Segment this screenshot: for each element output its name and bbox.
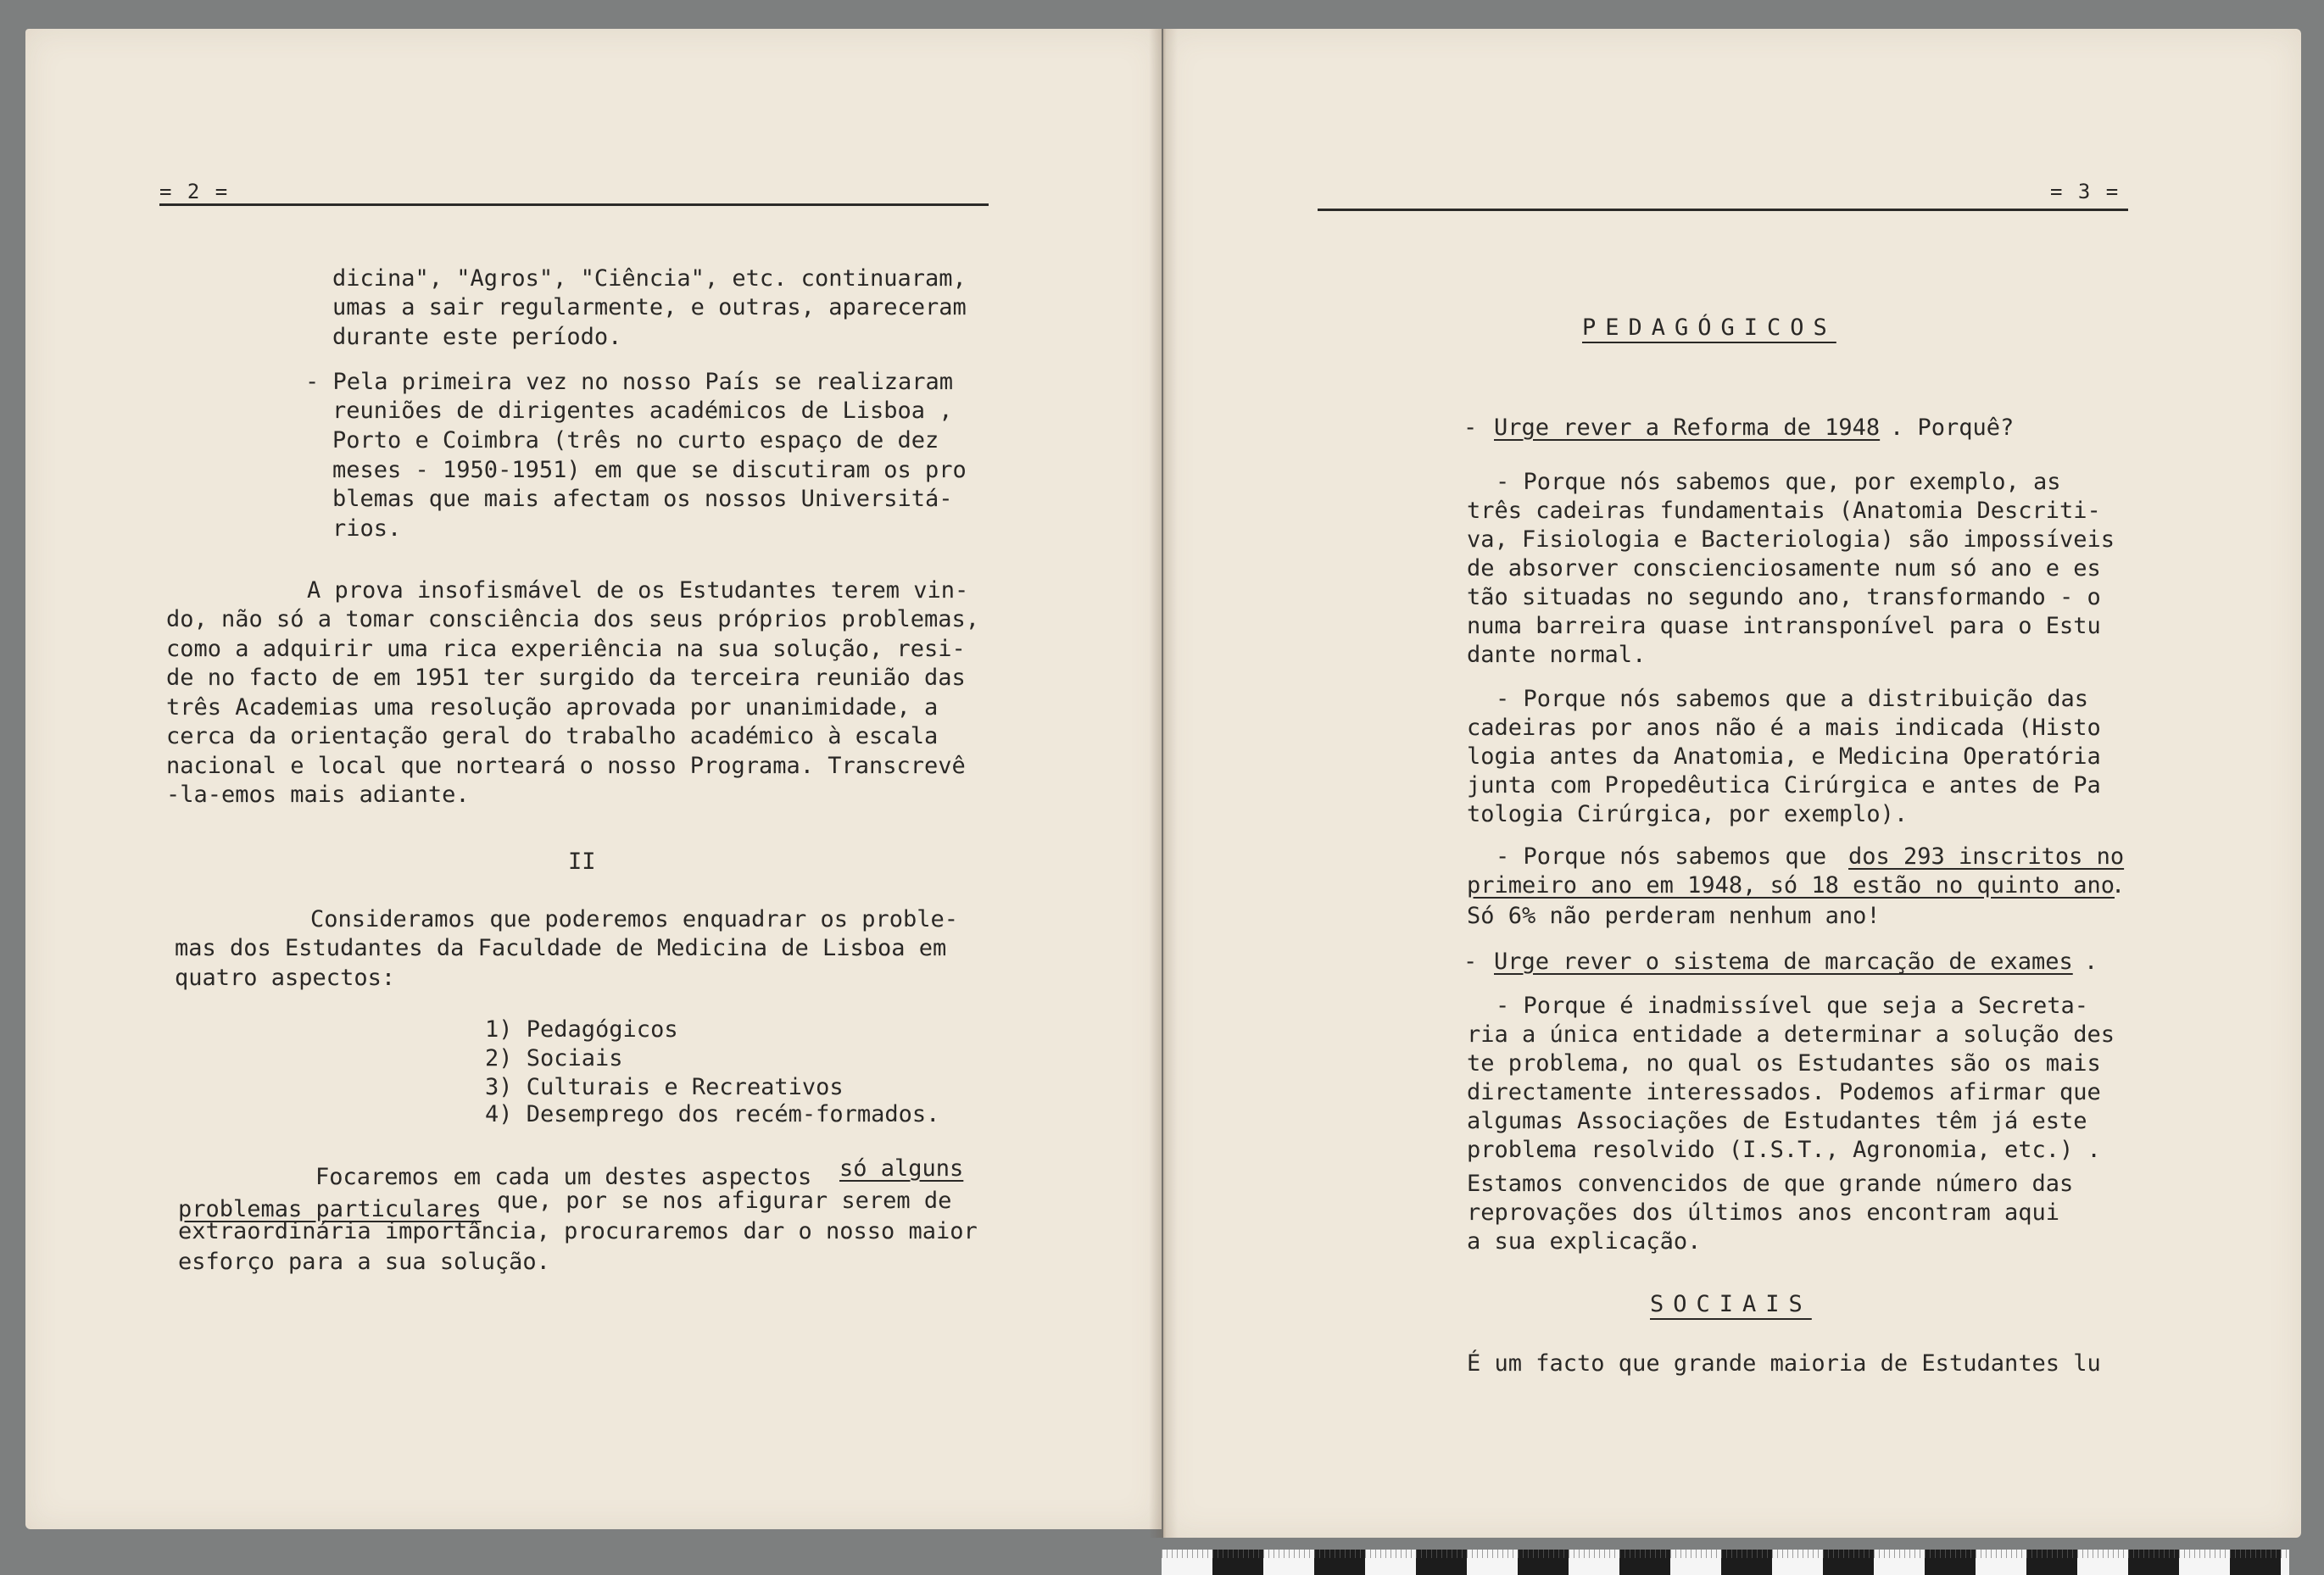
text-line: - [1463,415,1478,441]
text-line: - Porque nós sabemos que [1496,843,1827,870]
page-number-right: = 3 = [2050,180,2121,203]
text-line: va, Fisiologia e Bacteriologia) são impossíveis [1467,526,2115,553]
text-line: - Porque é inadmissível que seja a Secreta- [1496,993,2088,1019]
text-line: a sua explicação. [1467,1228,1702,1255]
text-line: de no facto de em 1951 ter surgido da terceira reunião das [166,665,966,691]
text-line: de absorver conscienciosamente num só ano e es [1467,555,2101,582]
text-line: . [2111,872,2126,899]
text-line: problema resolvido (I.S.T., Agronomia, etc.) . [1467,1137,2101,1163]
text-line: algumas Associações de Estudantes têm já este [1467,1108,2087,1134]
scale-ruler-ticks [1162,1550,2289,1558]
book-gutter [1149,29,1178,1538]
text-line: - Porque nós sabemos que, por exemplo, as [1496,469,2061,495]
text-line: dante normal. [1467,642,1647,668]
text-line: extraordinária importância, procuraremos dar o nosso maior [178,1218,978,1244]
underlined-text: Urge rever o sistema de marcação de exames [1494,949,2073,975]
text-line: blemas que mais afectam os nossos Universitá- [332,486,953,512]
text-line: directamente interessados. Podemos afirmar que [1467,1079,2101,1105]
header-rule-left [159,203,989,206]
text-line: - Pela primeira vez no nosso País se realizaram [305,369,954,395]
text-line: três Academias uma resolução aprovada por unanimidade, a [166,694,939,721]
list-item: 2) Sociais [485,1045,623,1071]
text-line: Porto e Coimbra (três no curto espaço de dez [332,427,939,454]
text-line: . Porquê? [1890,415,2015,441]
text-line: cadeiras por anos não é a mais indicada (Histo [1467,715,2101,741]
text-line: logia antes da Anatomia, e Medicina Operatória [1467,743,2101,770]
text-line: tão situadas no segundo ano, transformando - o [1467,584,2101,610]
text-line: do, não só a tomar consciência dos seus próprios problemas, [166,606,980,632]
text-line: meses - 1950-1951) em que se discutiram os pro [332,457,967,483]
list-item: 4) Desemprego dos recém-formados. [485,1101,940,1127]
page-number-left: = 2 = [159,180,230,203]
text-line: três cadeiras fundamentais (Anatomia Descriti- [1467,498,2101,524]
section-heading-sociais: SOCIAIS [1650,1291,1812,1317]
text-line: - [1463,949,1478,975]
text-line: É um facto que grande maioria de Estudantes lu [1467,1350,2101,1377]
text-line: Focaremos em cada um destes aspectos [315,1164,812,1190]
text-line: - Porque nós sabemos que a distribuição das [1496,686,2088,712]
underlined-text: só alguns [839,1155,964,1182]
text-line: reprovações dos últimos anos encontram aqui [1467,1199,2059,1226]
text-line: dicina", "Agros", "Ciência", etc. continuaram, [332,265,967,292]
underlined-text: Urge rever a Reforma de 1948 [1494,415,1881,441]
text-line: -la-emos mais adiante. [166,782,470,808]
underlined-text: problemas particulares [178,1196,482,1222]
text-line: rios. [332,515,402,542]
text-line: como a adquirir uma rica experiência na sua solução, resi- [166,636,966,662]
section-heading-pedagogicos: PEDAGÓGICOS [1582,314,1836,341]
text-line: . [2084,949,2098,975]
text-line: Estamos convencidos de que grande número das [1467,1171,2074,1197]
section-number: II [568,849,596,875]
text-line: umas a sair regularmente, e outras, apareceram [332,294,967,320]
list-item: 3) Culturais e Recreativos [485,1074,844,1100]
list-item: 1) Pedagógicos [485,1016,678,1043]
underlined-text: dos 293 inscritos no [1848,843,2125,870]
text-line: numa barreira quase intransponível para o Estu [1467,613,2101,639]
text-line: esforço para a sua solução. [178,1249,550,1275]
text-line: ria a única entidade a determinar a solução des [1467,1021,2115,1048]
text-line: A prova insofismável de os Estudantes terem vin- [307,577,969,604]
text-line: Consideramos que poderemos enquadrar os proble- [310,906,959,932]
text-line: nacional e local que norteará o nosso Programa. Transcrevê [166,753,966,779]
text-line: que, por se nos afigurar serem de [497,1188,952,1214]
text-line: reuniões de dirigentes académicos de Lisboa , [332,398,953,424]
text-line: mas dos Estudantes da Faculdade de Medicina de Lisboa em [175,935,947,961]
text-line: junta com Propedêutica Cirúrgica e antes de Pa [1467,772,2101,799]
text-line: te problema, no qual os Estudantes são os mais [1467,1050,2101,1077]
text-line: quatro aspectos: [175,965,396,991]
text-line: Só 6% não perderam nenhum ano! [1467,903,1881,929]
underlined-text: primeiro ano em 1948, só 18 estão no quinto ano [1467,872,2115,899]
text-line: cerca da orientação geral do trabalho académico à escala [166,723,939,749]
text-line: durante este período. [332,324,622,350]
text-line: tologia Cirúrgica, por exemplo). [1467,801,1909,827]
header-rule-right [1318,209,2128,211]
